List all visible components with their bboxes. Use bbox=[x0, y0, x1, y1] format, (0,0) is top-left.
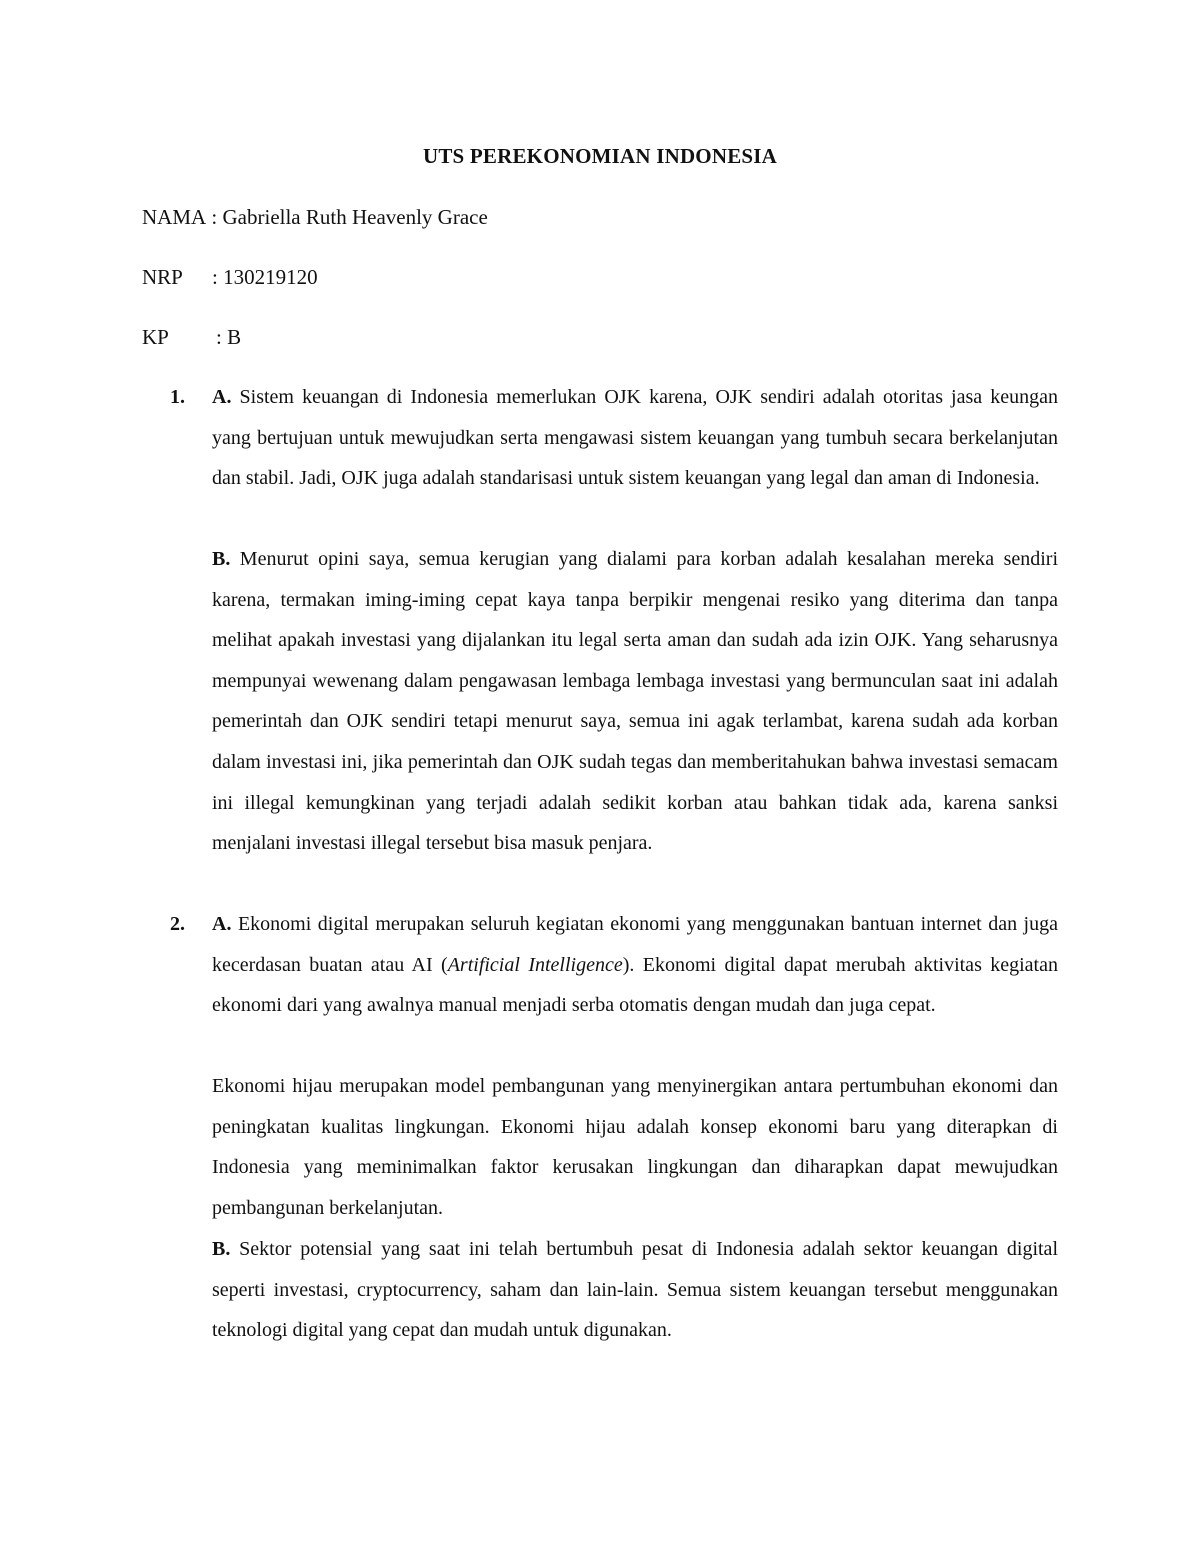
part-b-label: B. bbox=[212, 1238, 231, 1260]
question-number: 2. bbox=[170, 913, 185, 935]
kp-label: KP bbox=[142, 325, 169, 349]
nama-value: : Gabriella Ruth Heavenly Grace bbox=[211, 205, 488, 229]
nrp-label: NRP bbox=[142, 265, 183, 289]
question-1-part-a bbox=[212, 377, 1058, 499]
part-b-text: Menurut opini saya, semua kerugian yang dialami para korban adalah kesalahan mereka sendiri karena, termakan iming-iming cepat kaya tanpa berpikir mengenai resiko yang diterima dan tanpa melihat apakah investasi yang dijalankan itu legal serta aman dan sudah ada izin OJK. Yang seharusnya mempunyai wewenang dalam pengawasan lembaga lembaga investasi yang bermunculan saat ini adalah pemerintah dan OJK sendiri tetapi menurut saya, semua ini agak terlambat, karena sudah ada korban dalam investasi ini, jika pemerintah dan OJK sudah tegas dan memberitahukan bahwa investasi semacam ini illegal kemungkinan yang terjadi adalah sedikit korban atau bahkan tidak ada, karena sanksi menjalani investasi illegal tersebut bisa masuk penjara. bbox=[212, 548, 1058, 855]
part-a-italic-term: Artificial Intelligence bbox=[447, 953, 623, 976]
nrp-value: : 130219120 bbox=[212, 265, 318, 289]
question-2-part-b bbox=[212, 1229, 1058, 1351]
question-2-part-a-para-2: Ekonomi hijau merupakan model pembangunan yang menyinergikan antara pertumbuhan ekonomi dan peningkatan kualitas lingkungan. Ekonomi hijau adalah konsep ekonomi baru yang diterapkan di Indonesia yang meminimalkan faktor kerusakan lingkungan dan diharapkan dapat mewujudkan pembangunan berkelanjutan. bbox=[212, 1075, 1058, 1219]
nrp-row bbox=[142, 264, 318, 290]
part-a-text: Sistem keuangan di Indonesia memerlukan OJK karena, OJK sendiri adalah otoritas jasa keungan yang bertujuan untuk mewujudkan serta mengawasi sistem keuangan yang tumbuh secara berkelanjutan dan stabil. Jadi, OJK juga adalah standarisasi untuk sistem keuangan yang legal dan aman di Indonesia. bbox=[212, 386, 1058, 490]
document-title: UTS PEREKONOMIAN INDONESIA bbox=[422, 144, 778, 168]
part-a-label: A. bbox=[212, 913, 232, 935]
part-a-label: A. bbox=[212, 386, 232, 408]
part-b-label: B. bbox=[212, 548, 231, 570]
question-2-part-a bbox=[212, 904, 1058, 1026]
part-a-text-2: ). Ekonomi digital dapat merubah aktivitas kegiatan ekonomi dari yang awalnya manual menjadi serba otomatis dengan mudah dan juga cepat. bbox=[212, 953, 1058, 1017]
question-number: 1. bbox=[170, 386, 185, 408]
nama-label: NAMA bbox=[142, 205, 207, 229]
nama-row bbox=[142, 204, 488, 230]
kp-row bbox=[142, 324, 241, 350]
kp-value: : B bbox=[216, 325, 242, 349]
part-a-text-1: Ekonomi digital merupakan seluruh kegiatan ekonomi yang menggunakan bantuan internet dan juga kecerdasan buatan atau AI ( bbox=[212, 913, 1058, 976]
part-b-text: Sektor potensial yang saat ini telah bertumbuh pesat di Indonesia adalah sektor keuangan digital seperti investasi, cryptocurrency, saham dan lain-lain. Semua sistem keuangan tersebut menggunakan teknologi digital yang cepat dan mudah untuk digunakan. bbox=[212, 1238, 1058, 1342]
question-1-part-b bbox=[212, 539, 1058, 864]
